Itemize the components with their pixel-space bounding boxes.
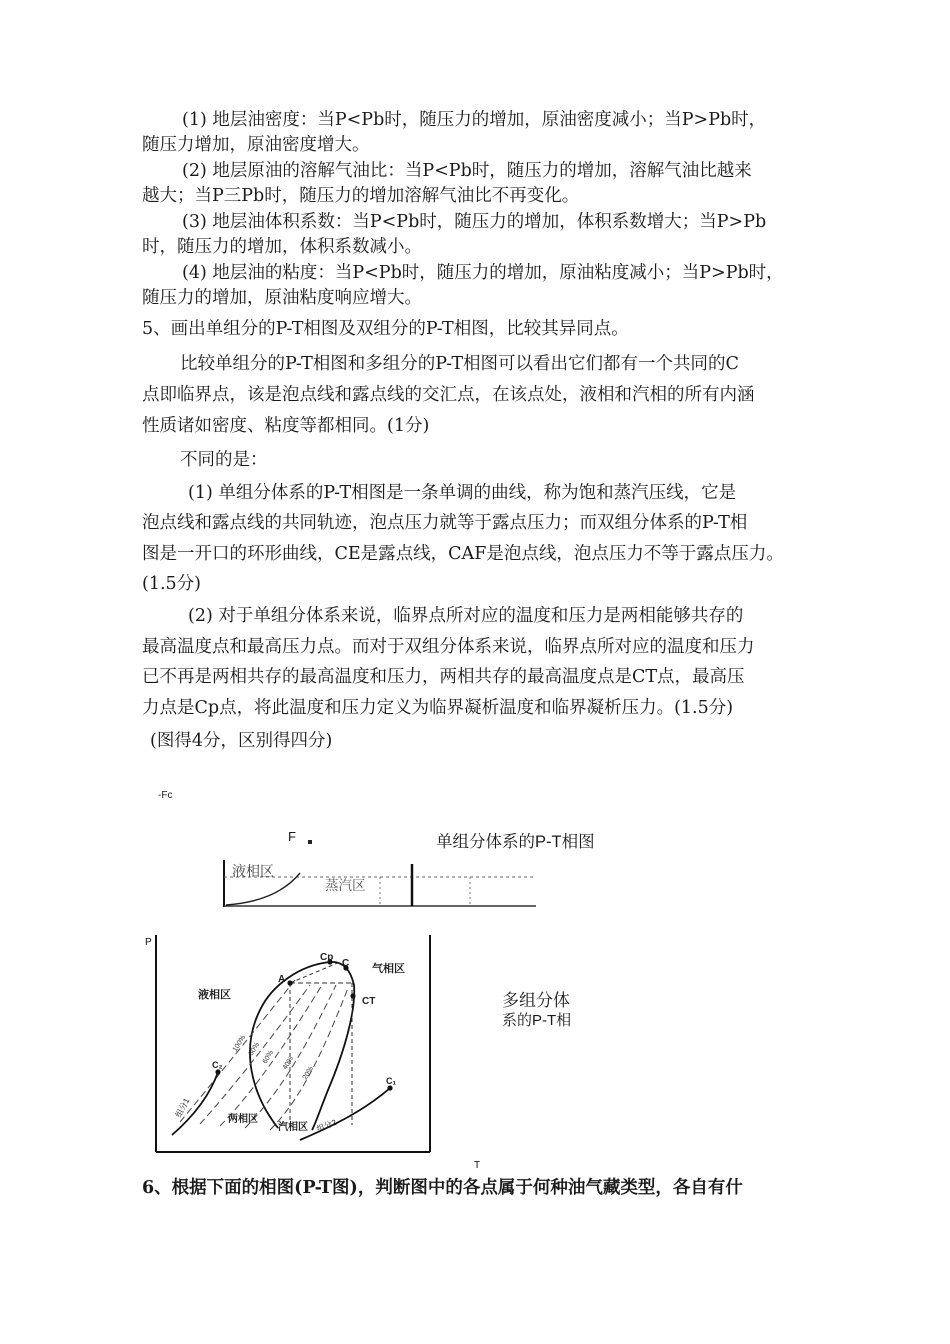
compare-line-1: 比较单组分的P-T相图和多组分的P-T相图可以看出它们都有一个共同的C [180, 354, 739, 374]
difference-title: 不同的是： [180, 450, 268, 470]
compare-line-3: 性质诸如密度、粘度等都相同。(1分) [142, 416, 430, 436]
diff-2-line-2: 最高温度点和最高压力点。而对于双组分体系来说，临界点所对应的温度和压力 [142, 637, 755, 657]
fig1-liquid-region-label: 液相区 [232, 863, 274, 879]
fig2-point-cp-label: Cp [320, 952, 334, 963]
fig2-quality-20-label: 20% [301, 1065, 316, 1082]
para-1-line-2: 随压力增加，原油密度增大。 [142, 135, 370, 155]
fig2-vapor-region-label: 汽相区 [278, 1122, 308, 1133]
fig2-point-c-label: C [342, 958, 350, 969]
fig2-point-a-marker [287, 980, 292, 985]
diff-1-line-2: 泡点线和露点线的共同轨迹，泡点压力就等于露点压力；而双组分体系的P-T相 [142, 513, 748, 533]
diff-2-line-3: 已不再是两相共存的最高温度和压力，两相共存的最高温度点是CT点，最高压 [142, 667, 745, 687]
fig2-component-2-curve [300, 1088, 390, 1140]
fig2-point-c1-label: C₁ [386, 1076, 397, 1086]
fig2-p-axis-label: P [145, 937, 152, 948]
fig2-component-2-label: 组分2 [315, 1117, 338, 1134]
fig2-point-a-label: A [278, 974, 286, 985]
para-4-line-1: (4) 地层油的粘度：当P<Pb时，随压力的增加，原油粘度减小；当P>Pb时， [182, 263, 784, 283]
para-2-line-1: (2) 地层原油的溶解气油比：当P<Pb时，随压力的增加，溶解气油比越来 [182, 161, 752, 181]
figure-2-caption-line-2: 系的P-T相 [502, 1012, 572, 1028]
diff-2-line-4: 力点是Cp点，将此温度和压力定义为临界凝析温度和临界凝析压力。(1.5分) [142, 698, 734, 718]
diff-1-line-1: (1) 单组分体系的P-T相图是一条单调的曲线，称为饱和蒸汽压线，它是 [188, 483, 737, 503]
question-5-title: 5、画出单组分的P-T相图及双组分的P-T相图，比较其异同点。 [142, 319, 629, 339]
fig2-gas-region-label: 气相区 [372, 963, 405, 975]
fig2-phase-envelope [247, 962, 354, 1130]
figure-1-title: 单组分体系的P-T相图 [436, 833, 595, 851]
fig2-t-axis-label: T [474, 1160, 481, 1171]
fig2-quality-40-label: 40% [281, 1055, 296, 1072]
para-3-line-1: (3) 地层油体积系数：当P<Pb时，随压力的增加，体积系数增大；当P>Pb [182, 212, 767, 232]
fc-label: -Fc [158, 790, 173, 801]
para-1-line-1: (1) 地层油密度：当P<Pb时，随压力的增加，原油密度减小；当P>Pb时， [182, 110, 767, 130]
compare-line-2: 点即临界点，该是泡点线和露点线的交汇点，在该点处，液相和汽相的所有内涵 [142, 385, 755, 405]
para-4-line-2: 随压力的增加，原油粘度响应增大。 [142, 288, 422, 308]
fig2-quality-60-label: 60% [261, 1049, 276, 1066]
fig2-point-ct-label: CT [362, 996, 376, 1007]
fig2-component-1-label: 组分1 [173, 1096, 192, 1119]
question-6-title: 6、根据下面的相图(P-T图)，判断图中的各点属于何种油气藏类型，各自有什 [142, 1178, 743, 1198]
fig2-two-phase-region-label: 两相区 [228, 1114, 258, 1125]
fig2-point-ct-marker [350, 993, 355, 998]
fig2-point-c2-marker [215, 1069, 220, 1074]
fig2-liquid-region-label: 液相区 [198, 989, 231, 1001]
f-label: F [288, 829, 296, 844]
fig1-vapor-region-label: 蒸汽区 [325, 878, 366, 893]
fig2-point-c2-label: C₂ [212, 1060, 223, 1070]
diff-2-line-1: (2) 对于单组分体系来说，临界点所对应的温度和压力是两相能够共存的 [188, 606, 744, 626]
figure-2-caption-line-1: 多组分体 [502, 991, 570, 1010]
fig2-quality-100-label: 100% [231, 1034, 248, 1054]
para-3-line-2: 时，随压力的增加，体积系数减小。 [142, 237, 422, 257]
diff-1-line-3: 图是一开口的环形曲线，CE是露点线，CAF是泡点线，泡点压力不等于露点压力。 [142, 544, 784, 564]
fig2-quality-80-label: 80% [247, 1041, 262, 1058]
para-2-line-2: 越大；当P三Pb时，随压力的增加溶解气油比不再变化。 [142, 186, 580, 206]
fig2-point-c1-marker [387, 1085, 392, 1090]
fig2-quality-line-20 [270, 988, 348, 1130]
score-note: (图得4分，区别得四分) [150, 731, 333, 751]
diff-1-line-4: (1.5分) [142, 574, 201, 594]
